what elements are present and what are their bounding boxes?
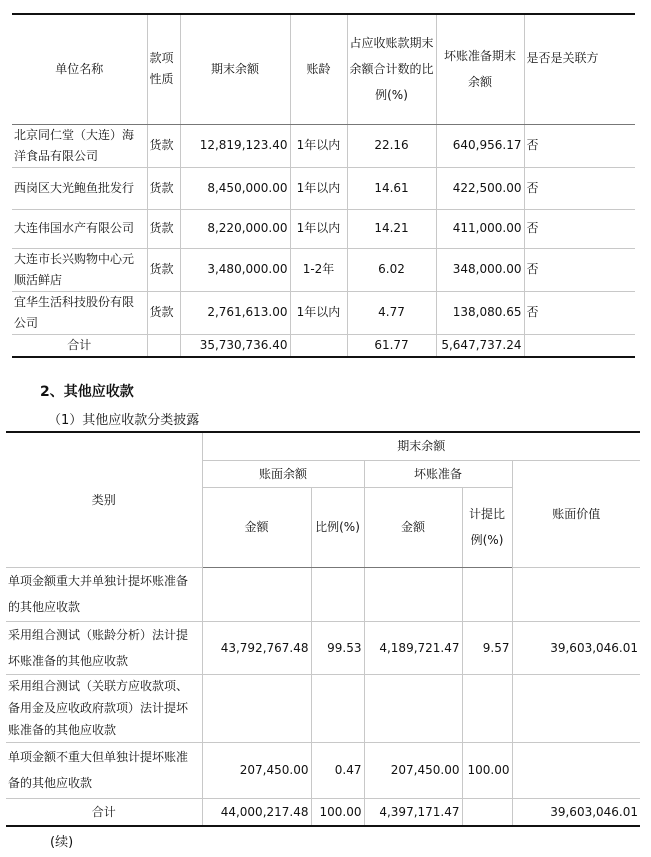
cell-provision bbox=[364, 674, 462, 742]
continued-label: (续) bbox=[50, 835, 74, 850]
total-amount: 44,000,217.48 bbox=[202, 798, 311, 826]
cell-provision: 348,000.00 bbox=[436, 248, 524, 291]
cell-amount bbox=[202, 674, 311, 742]
cell-balance: 12,819,123.40 bbox=[180, 124, 290, 167]
header-amount-2: 金额 bbox=[364, 487, 462, 567]
cell-unit: 西岗区大光鲍鱼批发行 bbox=[12, 167, 147, 209]
cell-accrual: 9.57 bbox=[462, 621, 512, 674]
total-label: 合计 bbox=[6, 798, 202, 826]
cell-ratio: 4.77 bbox=[347, 291, 436, 334]
header-provision: 坏账准备期末余额 bbox=[436, 14, 524, 124]
other-receivables-table bbox=[6, 431, 640, 827]
table-row bbox=[6, 674, 640, 742]
table-row bbox=[12, 167, 635, 209]
cell-amount: 207,450.00 bbox=[202, 742, 311, 798]
receivables-top5-table bbox=[12, 13, 635, 358]
cell-provision: 422,500.00 bbox=[436, 167, 524, 209]
cell-related: 否 bbox=[524, 248, 635, 291]
cell-unit: 宜华生活科技股份有限公司 bbox=[12, 291, 147, 334]
cell-category: 采用组合测试（关联方应收款项、备用金及应收政府款项）法计提坏账准备的其他应收款 bbox=[6, 674, 202, 742]
cell-provision: 207,450.00 bbox=[364, 742, 462, 798]
cell-ratio: 6.02 bbox=[347, 248, 436, 291]
header-category: 类别 bbox=[6, 432, 202, 567]
cell-accrual bbox=[462, 674, 512, 742]
cell-amount: 43,792,767.48 bbox=[202, 621, 311, 674]
table-row bbox=[6, 621, 640, 674]
cell-nature: 货款 bbox=[147, 248, 180, 291]
cell-balance: 8,220,000.00 bbox=[180, 209, 290, 248]
header-book-value: 账面价值 bbox=[512, 460, 640, 567]
table-row bbox=[6, 742, 640, 798]
cell-ratio bbox=[311, 567, 364, 621]
cell-unit: 北京同仁堂（大连）海洋食品有限公司 bbox=[12, 124, 147, 167]
total-balance: 35,730,736.40 bbox=[180, 334, 290, 357]
cell-related: 否 bbox=[524, 209, 635, 248]
header-bad-debt: 坏账准备 bbox=[364, 460, 512, 487]
cell-unit: 大连市长兴购物中心元顺活鲜店 bbox=[12, 248, 147, 291]
cell-unit: 大连伟国水产有限公司 bbox=[12, 209, 147, 248]
cell-aging: 1年以内 bbox=[290, 209, 347, 248]
cell-ratio: 14.61 bbox=[347, 167, 436, 209]
total-provision: 4,397,171.47 bbox=[364, 798, 462, 826]
cell-provision bbox=[364, 567, 462, 621]
cell-ratio: 0.47 bbox=[311, 742, 364, 798]
cell-nature: 货款 bbox=[147, 124, 180, 167]
table-row bbox=[12, 124, 635, 167]
header-accrual-ratio: 计提比例(%) bbox=[462, 487, 512, 567]
total-accrual bbox=[462, 798, 512, 826]
cell-value bbox=[512, 567, 640, 621]
table-row bbox=[12, 291, 635, 334]
cell-balance: 8,450,000.00 bbox=[180, 167, 290, 209]
total-ratio: 100.00 bbox=[311, 798, 364, 826]
cell-accrual bbox=[462, 567, 512, 621]
table-row bbox=[12, 209, 635, 248]
total-row bbox=[6, 798, 640, 826]
cell-category: 单项金额重大并单独计提坏账准备的其他应收款 bbox=[6, 567, 202, 621]
cell-related: 否 bbox=[524, 291, 635, 334]
header-unit: 单位名称 bbox=[12, 14, 147, 124]
total-value: 39,603,046.01 bbox=[512, 798, 640, 826]
table-row bbox=[6, 567, 640, 621]
cell-related: 否 bbox=[524, 167, 635, 209]
total-row bbox=[12, 334, 635, 357]
cell-value bbox=[512, 742, 640, 798]
header-balance: 期末余额 bbox=[180, 14, 290, 124]
cell-nature: 货款 bbox=[147, 167, 180, 209]
cell-related: 否 bbox=[524, 124, 635, 167]
cell-aging: 1年以内 bbox=[290, 167, 347, 209]
header-period-end-balance: 期末余额 bbox=[202, 432, 640, 460]
cell-category: 采用组合测试（账龄分析）法计提坏账准备的其他应收款 bbox=[6, 621, 202, 674]
header-ratio: 占应收账款期末余额合计数的比例(%) bbox=[347, 14, 436, 124]
cell-accrual: 100.00 bbox=[462, 742, 512, 798]
total-provision: 5,647,737.24 bbox=[436, 334, 524, 357]
cell-ratio: 22.16 bbox=[347, 124, 436, 167]
section-title: 2、其他应收款 bbox=[40, 384, 134, 400]
cell-nature: 货款 bbox=[147, 209, 180, 248]
cell-provision: 411,000.00 bbox=[436, 209, 524, 248]
cell-aging: 1年以内 bbox=[290, 291, 347, 334]
cell-provision: 4,189,721.47 bbox=[364, 621, 462, 674]
cell-value bbox=[512, 674, 640, 742]
cell-provision: 640,956.17 bbox=[436, 124, 524, 167]
header-ratio: 比例(%) bbox=[311, 487, 364, 567]
cell-ratio: 99.53 bbox=[311, 621, 364, 674]
header-related: 是否是关联方 bbox=[524, 14, 635, 124]
cell-ratio: 14.21 bbox=[347, 209, 436, 248]
cell-ratio bbox=[311, 674, 364, 742]
cell-balance: 2,761,613.00 bbox=[180, 291, 290, 334]
cell-balance: 3,480,000.00 bbox=[180, 248, 290, 291]
cell-aging: 1-2年 bbox=[290, 248, 347, 291]
subsection-title: （1）其他应收款分类披露 bbox=[48, 413, 200, 428]
header-book-balance: 账面余额 bbox=[202, 460, 364, 487]
total-ratio: 61.77 bbox=[347, 334, 436, 357]
cell-provision: 138,080.65 bbox=[436, 291, 524, 334]
header-amount: 金额 bbox=[202, 487, 311, 567]
header-nature: 款项性质 bbox=[147, 14, 180, 124]
cell-value: 39,603,046.01 bbox=[512, 621, 640, 674]
cell-category: 单项金额不重大但单独计提坏账准备的其他应收款 bbox=[6, 742, 202, 798]
cell-amount bbox=[202, 567, 311, 621]
table-row bbox=[12, 248, 635, 291]
cell-aging: 1年以内 bbox=[290, 124, 347, 167]
cell-nature: 货款 bbox=[147, 291, 180, 334]
header-aging: 账龄 bbox=[290, 14, 347, 124]
total-label: 合计 bbox=[12, 334, 147, 357]
